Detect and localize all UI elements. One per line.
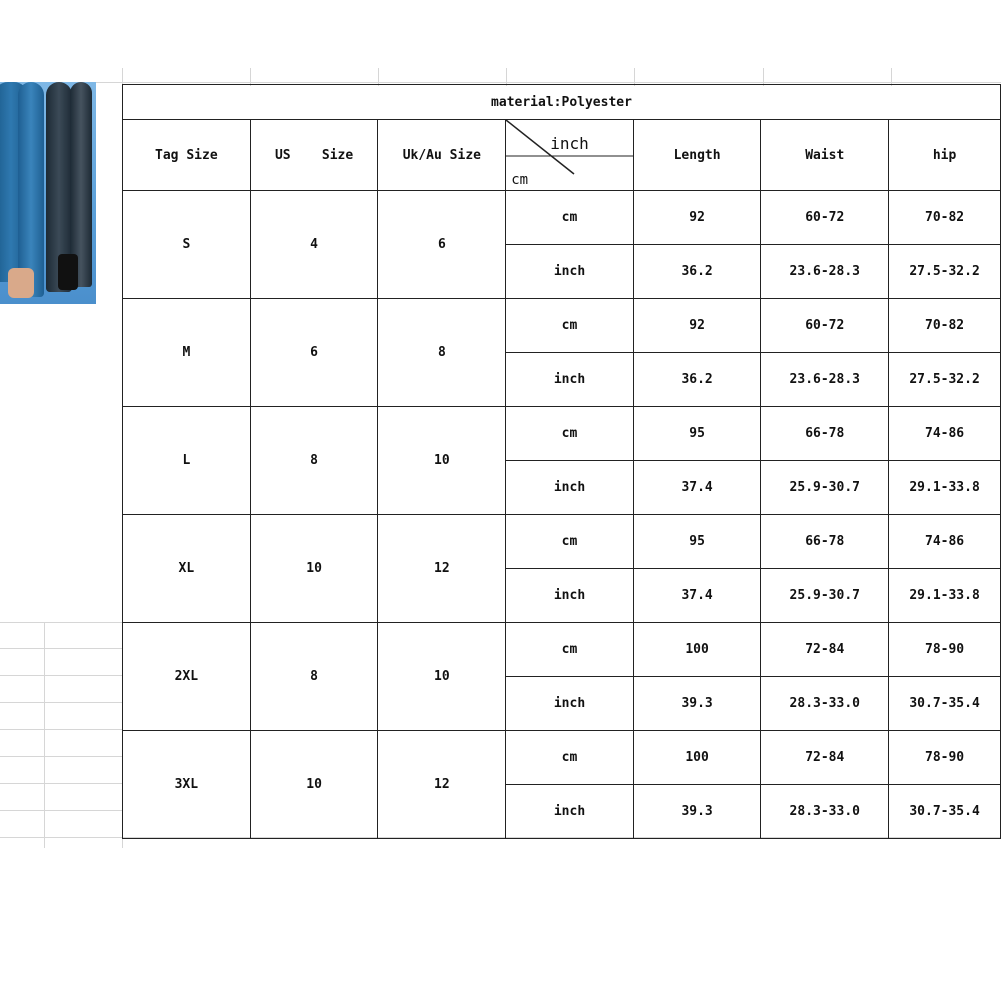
- hip-cell: 78-90: [889, 623, 1001, 677]
- length-cell: 36.2: [633, 245, 761, 299]
- waist-cell: 60-72: [761, 191, 889, 245]
- unit-cell: inch: [506, 461, 634, 515]
- header-waist: Waist: [761, 120, 889, 191]
- hip-cell: 74-86: [889, 515, 1001, 569]
- us-size-cell: 4: [250, 191, 378, 299]
- length-cell: 37.4: [633, 461, 761, 515]
- length-cell: 95: [633, 407, 761, 461]
- waist-cell: 23.6-28.3: [761, 245, 889, 299]
- header-hip: hip: [889, 120, 1001, 191]
- us-size-cell: 10: [250, 731, 378, 839]
- us-size-cell: 6: [250, 299, 378, 407]
- waist-cell: 28.3-33.0: [761, 785, 889, 839]
- header-unit-diagonal: [506, 120, 634, 191]
- table-row: [123, 731, 1001, 785]
- product-photo: [0, 82, 96, 304]
- hip-cell: 74-86: [889, 407, 1001, 461]
- tag-size-cell: 3XL: [123, 731, 251, 839]
- length-cell: 36.2: [633, 353, 761, 407]
- length-cell: 37.4: [633, 569, 761, 623]
- waist-cell: 66-78: [761, 407, 889, 461]
- uk-size-cell: 6: [378, 191, 506, 299]
- waist-cell: 72-84: [761, 623, 889, 677]
- unit-cell: cm: [506, 515, 634, 569]
- table-row: [123, 515, 1001, 569]
- material-title: material:Polyester: [123, 85, 1001, 120]
- length-cell: 95: [633, 515, 761, 569]
- hip-cell: 30.7-35.4: [889, 785, 1001, 839]
- length-cell: 92: [633, 191, 761, 245]
- hip-cell: 78-90: [889, 731, 1001, 785]
- unit-cell: inch: [506, 677, 634, 731]
- us-size-cell: 8: [250, 407, 378, 515]
- hip-cell: 27.5-32.2: [889, 353, 1001, 407]
- waist-cell: 25.9-30.7: [761, 461, 889, 515]
- uk-size-cell: 8: [378, 299, 506, 407]
- waist-cell: 60-72: [761, 299, 889, 353]
- uk-size-cell: 10: [378, 623, 506, 731]
- header-us-size: US Size: [250, 120, 378, 191]
- length-cell: 100: [633, 623, 761, 677]
- unit-cell: inch: [506, 245, 634, 299]
- waist-cell: 28.3-33.0: [761, 677, 889, 731]
- unit-cell: inch: [506, 569, 634, 623]
- uk-size-cell: 10: [378, 407, 506, 515]
- hip-cell: 29.1-33.8: [889, 461, 1001, 515]
- table-row: [123, 407, 1001, 461]
- length-cell: 39.3: [633, 785, 761, 839]
- length-cell: 100: [633, 731, 761, 785]
- hip-cell: 29.1-33.8: [889, 569, 1001, 623]
- waist-cell: 23.6-28.3: [761, 353, 889, 407]
- table-row: [123, 191, 1001, 245]
- header-uk-size: Uk/Au Size: [378, 120, 506, 191]
- unit-cell: inch: [506, 353, 634, 407]
- tag-size-cell: 2XL: [123, 623, 251, 731]
- unit-cell: cm: [506, 731, 634, 785]
- hip-cell: 30.7-35.4: [889, 677, 1001, 731]
- uk-size-cell: 12: [378, 515, 506, 623]
- size-chart-table: [122, 84, 1001, 839]
- waist-cell: 66-78: [761, 515, 889, 569]
- waist-cell: 72-84: [761, 731, 889, 785]
- header-tag-size: Tag Size: [123, 120, 251, 191]
- header-unit-cm: cm: [511, 172, 529, 188]
- length-cell: 39.3: [633, 677, 761, 731]
- tag-size-cell: S: [123, 191, 251, 299]
- length-cell: 92: [633, 299, 761, 353]
- header-unit-inch: inch: [550, 134, 589, 153]
- uk-size-cell: 12: [378, 731, 506, 839]
- tag-size-cell: L: [123, 407, 251, 515]
- waist-cell: 25.9-30.7: [761, 569, 889, 623]
- unit-cell: cm: [506, 299, 634, 353]
- hip-cell: 27.5-32.2: [889, 245, 1001, 299]
- tag-size-cell: XL: [123, 515, 251, 623]
- us-size-cell: 8: [250, 623, 378, 731]
- tag-size-cell: M: [123, 299, 251, 407]
- unit-cell: cm: [506, 191, 634, 245]
- unit-cell: cm: [506, 407, 634, 461]
- hip-cell: 70-82: [889, 191, 1001, 245]
- us-size-cell: 10: [250, 515, 378, 623]
- table-row: [123, 299, 1001, 353]
- hip-cell: 70-82: [889, 299, 1001, 353]
- header-length: Length: [633, 120, 761, 191]
- unit-cell: inch: [506, 785, 634, 839]
- unit-cell: cm: [506, 623, 634, 677]
- table-row: [123, 623, 1001, 677]
